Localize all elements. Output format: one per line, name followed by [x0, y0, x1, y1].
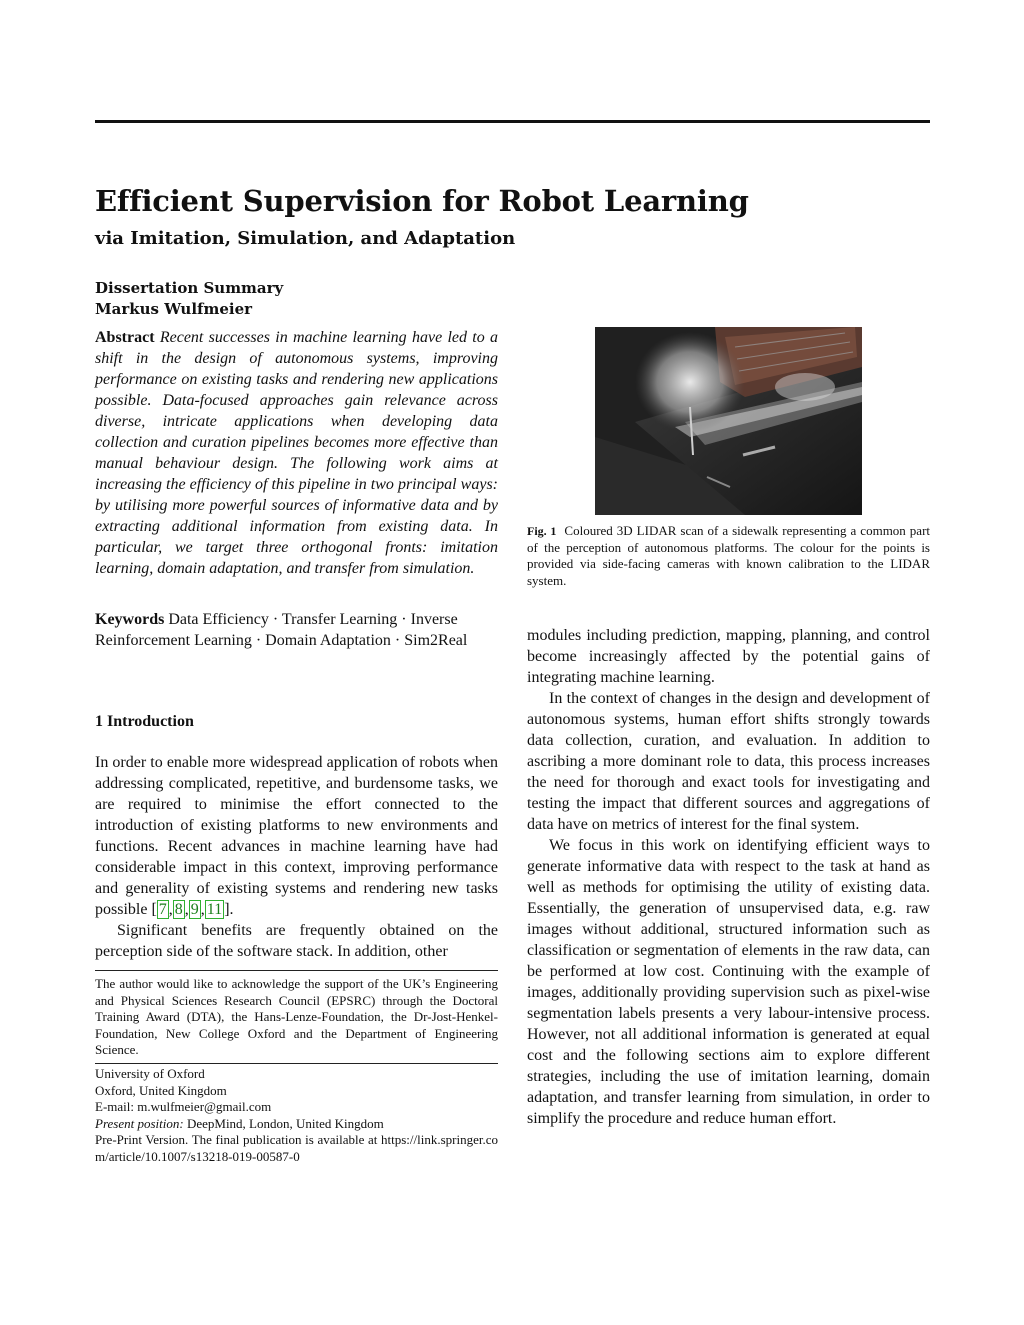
keywords-text: Data Efficiency · Transfer Learning · Inverse Reinforcement Learning · Domain Adaptation · Sim2Real — [95, 611, 468, 649]
intro-paragraph-1: In order to enable more widespread application of robots when addressing complicated, repetitive, and burdensome tasks, we are required to minimise the effort connected to the introduction of existing platforms to new environments and functions. Recent advances in machine learning have had considerable impact in this context, improving performance and generality of existing systems and rendering new tasks possible [ 7 , 8 , 9 , 11 ]. — [95, 754, 498, 918]
email-line: E-mail: m.wulfmeier@gmail.com — [95, 1099, 272, 1115]
intro-body — [95, 752, 498, 962]
intro-paragraph-2: Significant benefits are frequently obtained on the perception side of the software stack. In addition, other — [95, 922, 498, 960]
keywords-label: Keywords — [95, 611, 165, 628]
paper-subtitle: via Imitation, Simulation, and Adaptation — [95, 228, 516, 249]
citation-link[interactable]: 9 — [190, 901, 199, 918]
abstract-text: Recent successes in machine learning have led to a shift in the design of autonomous systems, improving performance on existing tasks and rendering new applications possible. Data-focused approaches gain relevance across diverse, intricate applications when developing data collection and curation pipelines becomes more effective than manual behaviour design. The following work aims at increasing the efficiency of this pipeline in two principal ways: by utilising more powerful sources of informative data and by extracting additional information from existing data. In particular, we target three orthogonal fronts: imitation learning, domain adaptation, and transfer from simulation. — [95, 329, 499, 577]
figure-label: Fig. 1 — [527, 524, 557, 538]
paper-title: Efficient Supervision for Robot Learning — [95, 184, 749, 218]
citation-link[interactable]: 7 — [158, 901, 167, 918]
header-rule — [95, 120, 930, 123]
right-column-body — [527, 625, 930, 1129]
preprint-note: Pre-Print Version. The final publication is available at https://link.springer.com/article/10.1007/s13218-019-00587-0 — [95, 1132, 498, 1164]
right-paragraph-3: We focus in this work on identifying efficient ways to generate informative data with respect to the task at hand as well as methods for optimising the utility of existing data. Essentially, the generation of unsupervised data, e.g. raw images without additional, structured information such as classification or segmentation of elements in the raw data, can be performed at low cost. Continuing with the example of images, additionally providing supervision such as pixel-wise segmentation labels presents a very labour-intensive process. However, not all additional information is generated at equal cost and the following sections aim to explore different strategies, including the use of imitation learning, domain adaptation, and transfer learning from simulation, in order to simplify the procedure and reduce human effort. — [527, 837, 930, 1127]
lidar-scan-image — [595, 327, 862, 515]
acknowledgement-footnote: The author would like to acknowledge the support of the UK’s Engineering and Physical Sciences Research Council (EPSRC) through the Doctoral Training Award (DTA), the Hans-Lenze-Foundation, the Dr-Jost-Henkel-Foundation, New College Oxford and the Department of Engineering Science. — [95, 976, 498, 1058]
present-position-text: DeepMind, London, United Kingdom — [186, 1115, 384, 1131]
right-paragraph-1: modules including prediction, mapping, planning, and control become increasingly affected by the potential gains of integrating machine learning. — [527, 627, 930, 686]
affiliation-block — [95, 1066, 498, 1166]
author-name: Markus Wulfmeier — [95, 300, 253, 318]
figure-caption-text: Coloured 3D LIDAR scan of a sidewalk representing a common part of the perception of autonomous platforms. The colour for the points is provided via side-facing cameras with known calibration to the LIDAR system. — [527, 523, 931, 588]
lidar-scan-figure — [595, 327, 862, 515]
affiliation-line: Oxford, United Kingdom — [95, 1082, 227, 1098]
section-heading: 1 Introduction — [95, 713, 194, 730]
present-position-label: Present position: — [95, 1115, 184, 1131]
affiliation-rule — [95, 1063, 498, 1064]
intro-p1-text: In order to enable more widespread application of robots when addressing complicated, repetitive, and burdensome tasks, we are required to minimise the effort connected to the introduction of existing platforms to new environments and functions. Recent advances in machine learning have had considerable impact in this context, improving performance and generality of existing systems and rendering new tasks possible — [95, 754, 498, 918]
abstract — [95, 327, 498, 579]
paper-kind: Dissertation Summary — [95, 279, 284, 297]
present-position-line — [95, 1116, 498, 1133]
keywords — [95, 609, 498, 651]
right-paragraph-2: In the context of changes in the design and development of autonomous systems, human effort shifts strongly towards data collection, curation, and evaluation. In addition to ascribing a more dominant role to data, this process increases the need for thorough and exact tools for investigating and testing the impact that different sources and aggregations of data have on metrics of interest for the final system. — [527, 690, 930, 833]
figure-caption — [527, 523, 930, 589]
citation-link[interactable]: 8 — [174, 901, 183, 918]
footnote-rule — [95, 970, 498, 971]
abstract-label: Abstract — [95, 329, 155, 346]
affiliation-line: University of Oxford — [95, 1066, 205, 1081]
citation-link[interactable]: 11 — [206, 901, 223, 918]
